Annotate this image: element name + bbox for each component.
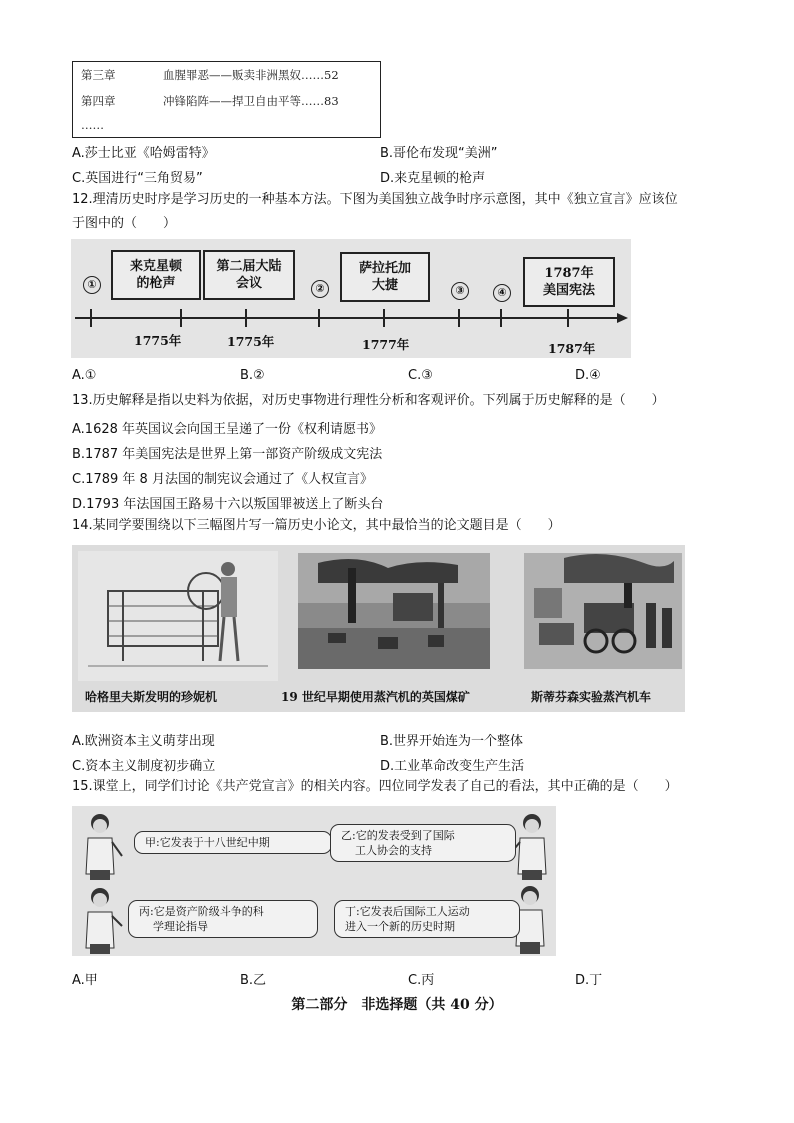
q12-stem-line1: 12.理清历史时序是学习历史的一种基本方法。下图为美国独立战争时序示意图，其中《独立宣言》应该位 (72, 192, 678, 207)
event-continental-congress (203, 250, 295, 300)
event-lexington (111, 250, 201, 300)
q12-option-c[interactable]: C.③ (408, 368, 433, 383)
timeline-figure (71, 239, 631, 358)
bubble-yi (330, 824, 516, 862)
caption-coal-mine: 19 世纪早期使用蒸汽机的英国煤矿 (281, 690, 470, 704)
q15-option-a[interactable]: A.甲 (72, 973, 98, 988)
q15-stem: 15.课堂上，同学们讨论《共产党宣言》的相关内容。四位同学发表了自己的看法，其中正确的是（ ） (72, 779, 678, 794)
q11-option-d[interactable]: D.来克星顿的枪声 (380, 171, 486, 186)
coal-mine-image (298, 553, 490, 669)
bubble-bing-line1: 丙:它是资产阶级斗争的科 (139, 905, 264, 918)
caption-locomotive: 斯蒂芬森实验蒸汽机车 (531, 690, 652, 704)
year-label: 1777年 (362, 337, 410, 352)
spinning-jenny-image (78, 551, 278, 681)
q14-stem: 14.某同学要围绕以下三幅图片写一篇历史小论文，其中最恰当的论文题目是（ ） (72, 518, 561, 533)
toc-row (81, 118, 163, 132)
year-label: 1775年 (227, 334, 275, 349)
bubble-yi-line1: 乙:它的发表受到了国际 (341, 829, 455, 842)
steam-locomotive-image (524, 553, 682, 669)
q15-option-b[interactable]: B.乙 (240, 973, 267, 988)
q14-option-d[interactable]: D.工业革命改变生产生活 (380, 759, 525, 774)
q15-option-d[interactable]: D.丁 (575, 973, 603, 988)
year-label: 1787年 (548, 341, 596, 356)
marker-2: ② (311, 280, 329, 298)
bubble-jia-text: 甲:它发表于十八世纪中期 (145, 836, 270, 849)
q11-option-b[interactable]: B.哥伦布发现“美洲” (380, 146, 498, 161)
q13-stem: 13.历史解释是指以史料为依据，对历史事物进行理性分析和客观评价。下列属于历史解释的是（ ） (72, 393, 665, 408)
student-bing-figure (78, 886, 124, 954)
toc-chapter: 第四章 (81, 94, 116, 108)
toc-title: 冲锋陷阵——捍卫自由平等……83 (163, 94, 339, 108)
event-saratoga (340, 252, 430, 302)
q11-option-a[interactable]: A.莎士比亚《哈姆雷特》 (72, 146, 215, 161)
q15-option-c[interactable]: C.丙 (408, 973, 435, 988)
q11-option-c[interactable]: C.英国进行“三角贸易” (72, 171, 203, 186)
q13-option-d[interactable]: D.1793 年法国国王路易十六以叛国罪被送上了断头台 (72, 497, 384, 512)
event-label: 1787年美国宪法 (542, 266, 595, 298)
q14-option-a[interactable]: A.欧洲资本主义萌芽出现 (72, 734, 215, 749)
toc-row (81, 67, 339, 83)
student-dialogue-figure (72, 806, 556, 956)
q12-stem-line2: 于图中的（ ） (72, 216, 177, 231)
bubble-yi-line2: 工人协会的支持 (355, 844, 432, 857)
bubble-jia (134, 831, 332, 854)
table-of-contents-box (72, 61, 381, 138)
bubble-ding (334, 900, 520, 938)
student-jia-figure (78, 812, 124, 880)
bubble-ding-line1: 丁:它发表后国际工人运动 (345, 905, 470, 918)
marker-3: ③ (451, 282, 469, 300)
q14-option-c[interactable]: C.资本主义制度初步确立 (72, 759, 216, 774)
industrial-pictures-figure (72, 545, 685, 712)
q12-option-a[interactable]: A.① (72, 368, 97, 383)
q12-option-b[interactable]: B.② (240, 368, 265, 383)
marker-1: ① (83, 276, 101, 294)
event-constitution (523, 257, 615, 307)
marker-4: ④ (493, 284, 511, 302)
event-label: 来克星顿的枪声 (129, 259, 182, 291)
bubble-bing-line2: 学理论指导 (153, 920, 208, 933)
section-heading: 第二部分 非选择题（共 40 分） (291, 997, 503, 1013)
q13-option-b[interactable]: B.1787 年美国宪法是世界上第一部资产阶级成文宪法 (72, 447, 383, 462)
q13-option-a[interactable]: A.1628 年英国议会向国王呈递了一份《权利请愿书》 (72, 422, 383, 437)
q13-option-c[interactable]: C.1789 年 8 月法国的制宪议会通过了《人权宣言》 (72, 472, 373, 487)
year-label: 1775年 (134, 333, 182, 348)
event-label: 萨拉托加大捷 (358, 261, 411, 293)
caption-spinning-jenny: 哈格里夫斯发明的珍妮机 (85, 690, 218, 704)
bubble-bing (128, 900, 318, 938)
q14-option-b[interactable]: B.世界开始连为一个整体 (380, 734, 524, 749)
bubble-ding-line2: 进入一个新的历史时期 (345, 920, 455, 933)
toc-chapter: 第三章 (81, 68, 116, 82)
toc-title: 血腥罪恶——贩卖非洲黑奴……52 (163, 68, 339, 82)
toc-row (81, 93, 339, 109)
event-label: 第二届大陆会议 (216, 259, 282, 291)
q12-option-d[interactable]: D.④ (575, 368, 601, 383)
toc-chapter: …… (81, 118, 104, 132)
